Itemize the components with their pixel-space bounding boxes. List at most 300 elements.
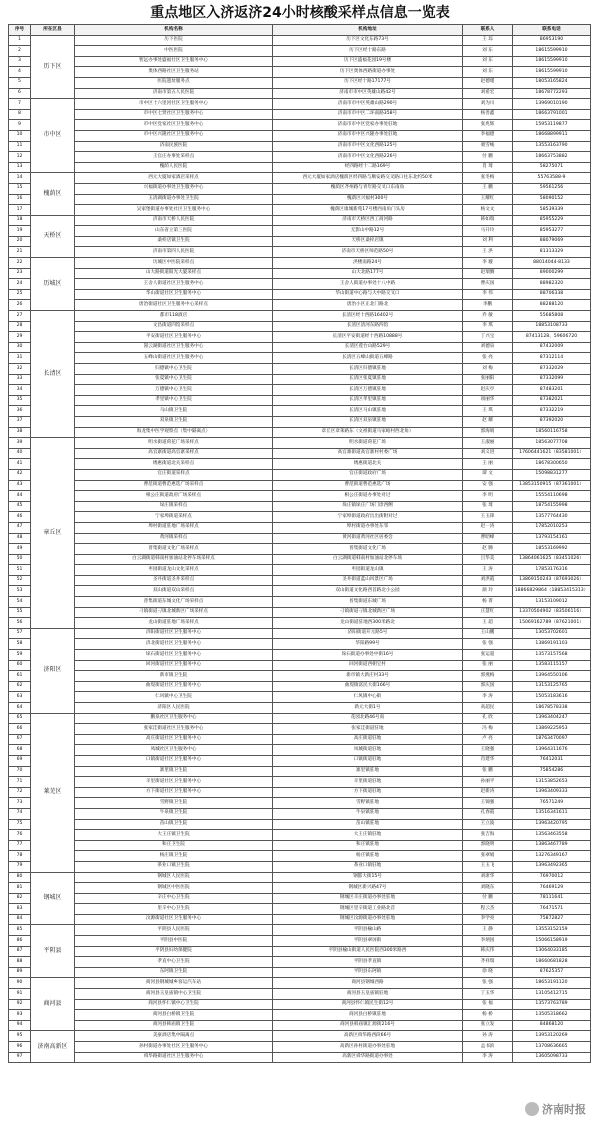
table-row	[9, 671, 591, 682]
contact-phone-cell: 13864061625（83451026）	[513, 554, 591, 565]
contact-person-cell: 刘席华	[463, 872, 513, 883]
contact-person-cell: 张兆辉	[463, 120, 513, 131]
institution-name-cell: 医院遗址服务点	[75, 77, 273, 88]
table-row	[9, 703, 591, 714]
contact-phone-cell: 13105412715	[513, 989, 591, 1000]
contact-phone-cell: 18678772293	[513, 88, 591, 99]
institution-name-cell: 智远办事处盛福社区卫生服务中心	[75, 56, 273, 67]
institution-address-cell: 济南市市中区党家办事处驻地	[273, 120, 463, 131]
contact-phone-cell: 18653191120	[513, 978, 591, 989]
institution-address-cell: 长清区平安街道经十西路10888号	[273, 332, 463, 343]
institution-name-cell: 苗山镇卫生院	[75, 819, 273, 830]
institution-name-cell: 王舍人街道社区卫生服务中心	[75, 279, 273, 290]
table-row	[9, 967, 591, 978]
contact-phone-cell: 13708636665	[513, 1042, 591, 1053]
watermark	[525, 1101, 586, 1117]
institution-name-cell: 孝直中心卫生院	[75, 957, 273, 968]
district-cell: 平阴县	[31, 925, 75, 978]
table-row	[9, 851, 591, 862]
row-number-cell: 70	[9, 766, 31, 777]
institution-address-cell: 白云湖街道韩南村加油站北停车场	[273, 554, 463, 565]
institution-address-cell: 花园北路46号南	[273, 713, 463, 724]
institution-address-cell: 高新区孙村街道办事处驻地	[273, 1042, 463, 1053]
table-row	[9, 395, 591, 406]
institution-name-cell: 孙村街道办事处社区卫生服务中心	[75, 1042, 273, 1053]
contact-phone-cell: 76469129	[513, 883, 591, 894]
institution-name-cell: 平阴县人民医院	[75, 925, 273, 936]
header-cell: 联系人	[463, 25, 513, 36]
contact-phone-cell: 13153852653	[513, 777, 591, 788]
contact-person-cell: 韩如瑞	[463, 215, 513, 226]
institution-address-cell: 商河县韩庙镇汇源街216号	[273, 1020, 463, 1031]
row-number-cell: 97	[9, 1052, 31, 1063]
institution-name-cell: 垛石街道社区卫生服务中心	[75, 650, 273, 661]
institution-address-cell: 绣惠街道北关	[273, 459, 463, 470]
contact-person-cell: 张 强	[463, 639, 513, 650]
contact-phone-cell: 13516341611	[513, 808, 591, 819]
row-number-cell: 94	[9, 1020, 31, 1031]
institution-address-cell: 高官寨街道高官寨村村委广场	[273, 448, 463, 459]
institution-address-cell: 济南市市中区兴隆办事处驻地	[273, 130, 463, 141]
table-row	[9, 914, 591, 925]
row-number-cell: 18	[9, 215, 31, 226]
institution-address-cell: 新市镇大新庄村33号	[273, 671, 463, 682]
institution-name-cell: 曹范街道曹范惠选广场采样点	[75, 480, 273, 491]
contact-person-cell: 李福德	[463, 130, 513, 141]
institution-address-cell: 高新区舜华路西段66号	[273, 1031, 463, 1042]
row-number-cell: 76	[9, 830, 31, 841]
contact-phone-cell: 13064033185	[513, 946, 591, 957]
institution-address-cell: 长清区莲台山路529号	[273, 342, 463, 353]
district-cell: 章丘区	[31, 438, 75, 629]
institution-address-cell: 普集街道文化广场	[273, 544, 463, 555]
institution-name-cell: 宁家埠街道采样点	[75, 512, 273, 523]
row-number-cell: 12	[9, 152, 31, 163]
institution-name-cell: 马山镇卫生院	[75, 406, 273, 417]
institution-address-cell: 寨里镇驻地	[273, 766, 463, 777]
row-number-cell: 60	[9, 660, 31, 671]
contact-person-cell: 韩庆伟	[463, 946, 513, 957]
institution-name-cell: 高庄街道社区卫生服务中心	[75, 734, 273, 745]
district-cell: 历城区	[31, 258, 75, 311]
institution-address-cell: 刁镇街道刁镇北城新区广场	[273, 607, 463, 618]
contact-person-cell: 齐祥瑞	[463, 957, 513, 968]
row-number-cell: 91	[9, 989, 31, 1000]
table-row	[9, 194, 591, 205]
table-row	[9, 88, 591, 99]
row-number-cell: 93	[9, 1010, 31, 1021]
row-number-cell: 13	[9, 162, 31, 173]
contact-phone-cell: 13953120269	[513, 1031, 591, 1042]
contact-phone-cell: 13370504902（83506116）	[513, 607, 591, 618]
row-number-cell: 45	[9, 501, 31, 512]
contact-person-cell: 李 明	[463, 491, 513, 502]
institution-name-cell: 普集街道文化广场采样点	[75, 544, 273, 555]
institution-name-cell: 钢城区人民医院	[75, 872, 273, 883]
contact-person-cell: 王山鹏	[463, 628, 513, 639]
contact-person-cell: 马开玲	[463, 226, 513, 237]
table-row	[9, 374, 591, 385]
table-row	[9, 258, 591, 269]
table-row	[9, 618, 591, 629]
contact-person-cell: 刘 梅	[463, 364, 513, 375]
contact-person-cell: 刘德泉	[463, 342, 513, 353]
contact-person-cell: 曹昭峰	[463, 533, 513, 544]
institution-address-cell: 经四路经十二路169号	[273, 162, 463, 173]
institution-name-cell: 官庄街道采样点	[75, 469, 273, 480]
institution-name-cell: 钢城区中医医院	[75, 883, 273, 894]
institution-name-cell: 新市镇卫生院	[75, 671, 273, 682]
institution-name-cell: 曲堤街道社区卫生服务中心	[75, 681, 273, 692]
row-number-cell: 82	[9, 893, 31, 904]
contact-person-cell: 刘为川	[463, 99, 513, 110]
row-number-cell: 40	[9, 448, 31, 459]
row-number-cell: 72	[9, 787, 31, 798]
institution-address-cell: 长清区张夏镇驻地	[273, 374, 463, 385]
contact-person-cell: 郭晓明	[463, 840, 513, 851]
institution-address-cell: 方下街道驻地	[273, 787, 463, 798]
table-row	[9, 755, 591, 766]
institution-name-cell: 寨里镇卫生院	[75, 766, 273, 777]
table-row	[9, 883, 591, 894]
contact-person-cell: 张立发	[463, 1020, 513, 1031]
contact-person-cell: 项丽华	[463, 395, 513, 406]
table-row	[9, 999, 591, 1010]
header-cell: 序号	[9, 25, 31, 36]
contact-phone-cell: 87312114	[513, 353, 591, 364]
row-number-cell: 37	[9, 416, 31, 427]
contact-person-cell: 赵 腾	[463, 544, 513, 555]
institution-address-cell: 洪楼南路24号	[273, 258, 463, 269]
contact-person-cell: 刘 东	[463, 46, 513, 57]
contact-phone-cell: 85955229	[513, 215, 591, 226]
institution-name-cell: 崮云湖街道社区卫生服务中心	[75, 342, 273, 353]
institution-name-cell: 平阴县妇幼保健院	[75, 946, 273, 957]
institution-name-cell: 张家洼街道社区卫生服务中心	[75, 724, 273, 735]
row-number-cell: 25	[9, 289, 31, 300]
institution-name-cell: 茶业口镇卫生院	[75, 861, 273, 872]
contact-person-cell: 王 琮	[463, 35, 513, 46]
table-row	[9, 925, 591, 936]
institution-name-cell: 东阿镇卫生院	[75, 967, 273, 978]
institution-address-cell: 龙山街道驻地西300米路北	[273, 618, 463, 629]
contact-person-cell: 王 超	[463, 618, 513, 629]
row-number-cell: 89	[9, 967, 31, 978]
row-number-cell: 61	[9, 671, 31, 682]
table-row	[9, 904, 591, 915]
institution-address-cell: 垛石街道办事处中街16号	[273, 650, 463, 661]
table-row	[9, 607, 591, 618]
contact-phone-cell: 18663753882	[513, 152, 591, 163]
district-cell: 槐荫区	[31, 173, 75, 215]
institution-address-cell: 长清区五峰山街道五峰路	[273, 353, 463, 364]
institution-address-cell: 长清区清河东路四馆	[273, 321, 463, 332]
institution-address-cell: 张家洼街道驻地	[273, 724, 463, 735]
institution-name-cell: 唐冶街道社区卫生服务中心采样点	[75, 300, 273, 311]
table-row	[9, 575, 591, 586]
institution-address-cell: 新元大街1号	[273, 703, 463, 714]
contact-person-cell: 赵庆亭	[463, 385, 513, 396]
table-header-row	[9, 25, 591, 36]
contact-phone-cell: 13553152159	[513, 925, 591, 936]
row-number-cell: 42	[9, 469, 31, 480]
table-body	[9, 35, 591, 1063]
contact-phone-cell: 13563463558	[513, 830, 591, 841]
institution-address-cell: 普集街道东城广场	[273, 597, 463, 608]
institution-name-cell: 黄河镇采样点	[75, 533, 273, 544]
contact-phone-cell: 15953119877	[513, 120, 591, 131]
contact-person-cell: 张 强	[463, 978, 513, 989]
institution-name-cell: 白云湖街道韩南村加油站北停车场采样点	[75, 554, 273, 565]
contact-phone-cell: 18853108733	[513, 321, 591, 332]
institution-address-cell: 官庄街道政府广场	[273, 469, 463, 480]
contact-person-cell: 王玉锋	[463, 512, 513, 523]
table-row	[9, 183, 591, 194]
institution-address-cell: 苗山镇驻地	[273, 819, 463, 830]
institution-name-cell: 海龙集中医学观察点（集中隔离点）	[75, 427, 273, 438]
contact-phone-cell: 18560116758	[513, 427, 591, 438]
institution-name-cell: 口镇街道社区卫生服务中心	[75, 755, 273, 766]
contact-phone-cell: 58275071	[513, 162, 591, 173]
row-number-cell: 58	[9, 639, 31, 650]
contact-phone-cell: 18668899911	[513, 130, 591, 141]
table-row	[9, 385, 591, 396]
institution-address-cell: 回河街道西朝宝村	[273, 660, 463, 671]
contact-phone-cell: 13963492365	[513, 861, 591, 872]
table-row	[9, 77, 591, 88]
contact-person-cell: 李 伟	[463, 289, 513, 300]
institution-address-cell: 明水街道荷花广场	[273, 438, 463, 449]
row-number-cell: 26	[9, 300, 31, 311]
contact-person-cell: 庄慧红	[463, 607, 513, 618]
institution-name-cell: 平安街道社区卫生服务中心	[75, 332, 273, 343]
contact-person-cell: 王 涛	[463, 565, 513, 576]
institution-name-cell: 凤城社区卫生服务中心	[75, 745, 273, 756]
contact-person-cell: 孙 涛	[463, 1031, 513, 1042]
institution-address-cell: 相公庄街道办事处对过	[273, 491, 463, 502]
table-row	[9, 946, 591, 957]
institution-address-cell: 唐冶小区正北门路北	[273, 300, 463, 311]
row-number-cell: 17	[9, 205, 31, 216]
institution-name-cell: 雪野镇卫生院	[75, 798, 273, 809]
table-row	[9, 628, 591, 639]
contact-phone-cell: 18754155998	[513, 501, 591, 512]
row-number-cell: 21	[9, 247, 31, 258]
contact-person-cell: 王晓强	[463, 745, 513, 756]
row-number-cell: 51	[9, 565, 31, 576]
table-row	[9, 597, 591, 608]
contact-phone-cell: 87413128、59606720	[513, 332, 591, 343]
contact-person-cell: 付 鹏	[463, 152, 513, 163]
table-row	[9, 448, 591, 459]
contact-phone-cell: 13964311676	[513, 745, 591, 756]
row-number-cell: 28	[9, 321, 31, 332]
row-number-cell: 54	[9, 597, 31, 608]
row-number-cell: 68	[9, 745, 31, 756]
table-row	[9, 819, 591, 830]
institution-address-cell: 钢城区里辛街道工业路北首	[273, 904, 463, 915]
institution-address-cell: 长清区双泉镇驻地	[273, 416, 463, 427]
watermark-text: 济南时报	[542, 1103, 586, 1116]
institution-name-cell: 山大路街道阳光大厦采样点	[75, 268, 273, 279]
contact-phone-cell: 13793154161	[513, 533, 591, 544]
institution-name-cell: 归德镇中心卫生院	[75, 364, 273, 375]
contact-person-cell: 李 琪	[463, 321, 513, 332]
institution-address-cell: 钢城区汶源街道办事处驻地	[273, 914, 463, 925]
institution-address-cell: 平阴县榆山街道人民医院西300米路西	[273, 946, 463, 957]
row-number-cell: 73	[9, 798, 31, 809]
institution-address-cell: 济南市天桥区西工商河路	[273, 215, 463, 226]
institution-address-cell: 高新区舜华路街道办事处	[273, 1052, 463, 1063]
row-number-cell: 79	[9, 861, 31, 872]
institution-name-cell: 济南市第五人民医院	[75, 88, 273, 99]
institution-address-cell: 仁风镇中心街	[273, 692, 463, 703]
contact-person-cell: 张 丽	[463, 660, 513, 671]
contact-person-cell: 王 洪	[463, 247, 513, 258]
table-row	[9, 226, 591, 237]
institution-name-cell: 西元大厦如家酒店采样点	[75, 173, 273, 184]
contact-person-cell: 张丽阳	[463, 374, 513, 385]
institution-address-cell: 西元大厦如家酒店槐荫区经四路与顺安路交叉路口往东北约50米	[273, 173, 463, 184]
page-title: 重点地区入济返济24小时核酸采样点信息一览表	[150, 5, 450, 21]
contact-phone-cell: 75872827	[513, 914, 591, 925]
contact-phone-cell: 13583115157	[513, 660, 591, 671]
table-row	[9, 56, 591, 67]
table-row	[9, 416, 591, 427]
wechat-icon	[525, 1102, 539, 1116]
row-number-cell: 31	[9, 353, 31, 364]
institution-name-cell: 大王庄镇卫生院	[75, 830, 273, 841]
contact-phone-cell: 13869225953	[513, 724, 591, 735]
row-number-cell: 62	[9, 681, 31, 692]
table-row	[9, 321, 591, 332]
institution-name-cell: 里辛中心卫生院	[75, 904, 273, 915]
contact-person-cell: 丁兴宝	[463, 332, 513, 343]
row-number-cell: 86	[9, 936, 31, 947]
institution-address-cell: 牛泉镇驻地	[273, 808, 463, 819]
contact-phone-cell: 18615599910	[513, 67, 591, 78]
table-row	[9, 586, 591, 597]
institution-address-cell: 长清区归德镇驻地	[273, 364, 463, 375]
contact-phone-cell: 15098831277	[513, 469, 591, 480]
contact-phone-cell: 18866829864（18853415313）	[513, 586, 591, 597]
table-row	[9, 480, 591, 491]
contact-person-cell: 赵瑞腾	[463, 268, 513, 279]
contact-person-cell: 曹庆国	[463, 279, 513, 290]
table-row	[9, 120, 591, 131]
row-number-cell: 47	[9, 522, 31, 533]
institution-address-cell: 杨庄镇驻地	[273, 851, 463, 862]
institution-name-cell: 济阳区人民医院	[75, 703, 273, 714]
table-row	[9, 279, 591, 290]
institution-name-cell: 孝里镇中心卫生院	[75, 395, 273, 406]
row-number-cell: 50	[9, 554, 31, 565]
row-number-cell: 9	[9, 120, 31, 131]
contact-person-cell: 王锦强	[463, 798, 513, 809]
row-number-cell: 35	[9, 395, 31, 406]
row-number-cell: 24	[9, 279, 31, 290]
row-number-cell: 4	[9, 67, 31, 78]
institution-name-cell: 垛庄镇采样点	[75, 501, 273, 512]
table-row	[9, 861, 591, 872]
institution-address-cell: 天桥区桑梓店镇	[273, 236, 463, 247]
contact-person-cell: 杨 桥	[463, 1010, 513, 1021]
institution-address-cell: 槐荫区兴福村300号	[273, 194, 463, 205]
institution-name-cell: 张夏镇中心卫生院	[75, 374, 273, 385]
table-row	[9, 311, 591, 322]
table-row	[9, 777, 591, 788]
row-number-cell: 22	[9, 258, 31, 269]
table-row	[9, 512, 591, 523]
contact-phone-cell: 58539339	[513, 205, 591, 216]
table-row	[9, 787, 591, 798]
row-number-cell: 36	[9, 406, 31, 417]
institution-address-cell: 王舍人街道办事处十八中路	[273, 279, 463, 290]
contact-phone-cell: 17852010253	[513, 522, 591, 533]
institution-address-cell: 长清区经十西路16402号	[273, 311, 463, 322]
row-number-cell: 1	[9, 35, 31, 46]
table-row	[9, 342, 591, 353]
institution-address-cell: 济南市市中区英雄山路42号	[273, 88, 463, 99]
institution-address-cell: 平阴县榆山路	[273, 925, 463, 936]
institution-name-cell: 五峰山街道社区卫生服务中心	[75, 353, 273, 364]
row-number-cell: 27	[9, 311, 31, 322]
institution-address-cell: 高庄街道驻地	[273, 734, 463, 745]
institution-name-cell: 方下街道社区卫生服务中心	[75, 787, 273, 798]
contact-person-cell: 李 涛	[463, 1052, 513, 1063]
row-number-cell: 66	[9, 724, 31, 735]
institution-address-cell: 济南市天桥区师范路50号	[273, 247, 463, 258]
contact-phone-cell: 13869191103	[513, 639, 591, 650]
institution-address-cell: 槐荫区齐州路与青年路交叉口东南角	[273, 183, 463, 194]
table-row	[9, 533, 591, 544]
contact-phone-cell: 13963420795	[513, 819, 591, 830]
institution-name-cell: 刁镇街道刁镇北城新区广场采样点	[75, 607, 273, 618]
institution-address-cell: 平阴县孝直镇	[273, 957, 463, 968]
contact-phone-cell: 87332219	[513, 406, 591, 417]
contact-phone-cell: 13553163790	[513, 141, 591, 152]
contact-phone-cell: 18053165824	[513, 77, 591, 88]
row-number-cell: 56	[9, 618, 31, 629]
contact-phone-cell: 13276349167	[513, 851, 591, 862]
institution-name-cell: 济阳街道社区卫生服务中心	[75, 628, 273, 639]
table-row	[9, 469, 591, 480]
institution-name-cell: 都市118酒店	[75, 311, 273, 322]
institution-address-cell: 曹范街道曹范惠选广场	[273, 480, 463, 491]
contact-person-cell: 孔 欣	[463, 713, 513, 724]
institution-address-cell: 历下区盛福花园19号楼	[273, 56, 463, 67]
institution-name-cell: 王官庄办事处采样点	[75, 152, 273, 163]
institution-name-cell: 玉清湖街道办事处卫生院	[75, 194, 273, 205]
row-number-cell: 90	[9, 978, 31, 989]
contact-person-cell: 张 福	[463, 999, 513, 1010]
table-row	[9, 35, 591, 46]
contact-phone-cell: 76471571	[513, 904, 591, 915]
institution-name-cell: 中医医院	[75, 46, 273, 57]
row-number-cell: 49	[9, 544, 31, 555]
institution-name-cell: 和庄卫生院	[75, 840, 273, 851]
row-number-cell: 71	[9, 777, 31, 788]
contact-person-cell: 张 亮	[463, 353, 513, 364]
institution-name-cell: 华山街道社区卫生服务中心	[75, 289, 273, 300]
institution-address-cell: 钢城区新兴路47号	[273, 883, 463, 894]
contact-phone-cell: 84868120	[513, 1020, 591, 1031]
institution-name-cell: 商河县玉皇庙镇中心卫生院	[75, 989, 273, 1000]
contact-phone-cell: 88288120	[513, 300, 591, 311]
table-row	[9, 522, 591, 533]
contact-person-cell: 张翠娟	[463, 851, 513, 862]
institution-address-cell: 凤城街道驻地	[273, 745, 463, 756]
